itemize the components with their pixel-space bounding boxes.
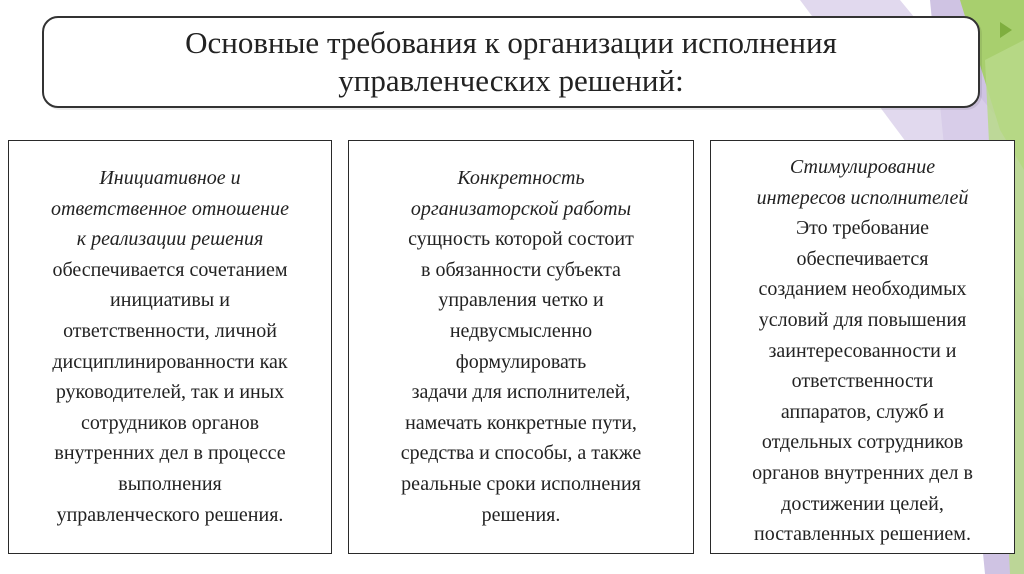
card-body-line: условий для повышения	[758, 308, 967, 331]
card-body-line: достижении целей,	[781, 492, 944, 515]
card-body-line: намечать конкретные пути,	[405, 411, 637, 434]
card-heading	[349, 163, 693, 224]
card-heading-line: интересов исполнителей	[756, 186, 969, 209]
card-body-line: формулировать	[455, 350, 587, 373]
card-heading	[711, 152, 1014, 213]
card-body	[711, 213, 1014, 550]
page-title	[185, 24, 837, 100]
card-body-line: органов внутренних дел в	[752, 461, 973, 484]
card-body-line: в обязанности субъекта	[421, 258, 621, 281]
card-body-line: обеспечивается сочетанием	[52, 258, 288, 281]
card-body-line: ответственности, личной	[63, 319, 277, 342]
card-body	[349, 224, 693, 530]
card-body-line: Это требование	[795, 217, 930, 240]
card-body-line: реальные сроки исполнения	[401, 472, 641, 495]
requirement-card-stimulation	[710, 140, 1015, 554]
title-box	[42, 16, 980, 108]
card-heading-line: Инициативное и	[99, 167, 241, 189]
card-body-line: руководителей, так и иных	[55, 381, 285, 404]
card-body-line: недвусмысленно	[449, 319, 593, 342]
requirement-card-concreteness	[348, 140, 694, 554]
card-heading-line: Конкретность	[457, 167, 585, 189]
card-heading-line: Стимулирование	[789, 156, 936, 178]
title-line-2: управленческих решений:	[338, 63, 684, 98]
card-body-line: выполнения	[118, 472, 222, 495]
card-body-line: обеспечивается	[796, 247, 929, 270]
requirement-card-initiative	[8, 140, 332, 554]
title-line-1: Основные требования к организации исполнения	[185, 25, 837, 60]
card-body-line: управления четко и	[438, 289, 604, 312]
card-body-line: сотрудников органов	[80, 411, 260, 434]
card-body-line: сущность которой состоит	[408, 228, 634, 251]
card-heading-line: к реализации решения	[76, 228, 264, 251]
card-body-line: аппаратов, служб и	[780, 400, 945, 423]
card-body-line: ответственности	[791, 370, 934, 393]
card-body-line: поставленных решением.	[754, 523, 971, 546]
card-heading-line: организаторской работы	[410, 197, 632, 220]
card-body-line: внутренних дел в процессе	[54, 442, 286, 465]
card-body-line: инициативы и	[110, 289, 230, 312]
card-body-line: управленческого решения.	[56, 503, 284, 526]
card-body-line: заинтересованности и	[768, 339, 957, 362]
card-body-line: дисциплинированности как	[52, 350, 288, 373]
card-body-line: средства и способы, а также	[400, 442, 642, 465]
card-heading-line: ответственное отношение	[51, 197, 289, 220]
card-heading	[9, 163, 331, 255]
card-body-line: задачи для исполнителей,	[411, 381, 631, 404]
card-body-line: созданием необходимых	[758, 278, 967, 301]
card-body	[9, 255, 331, 530]
card-body-line: решения.	[481, 503, 561, 526]
card-body-line: отдельных сотрудников	[761, 431, 964, 454]
